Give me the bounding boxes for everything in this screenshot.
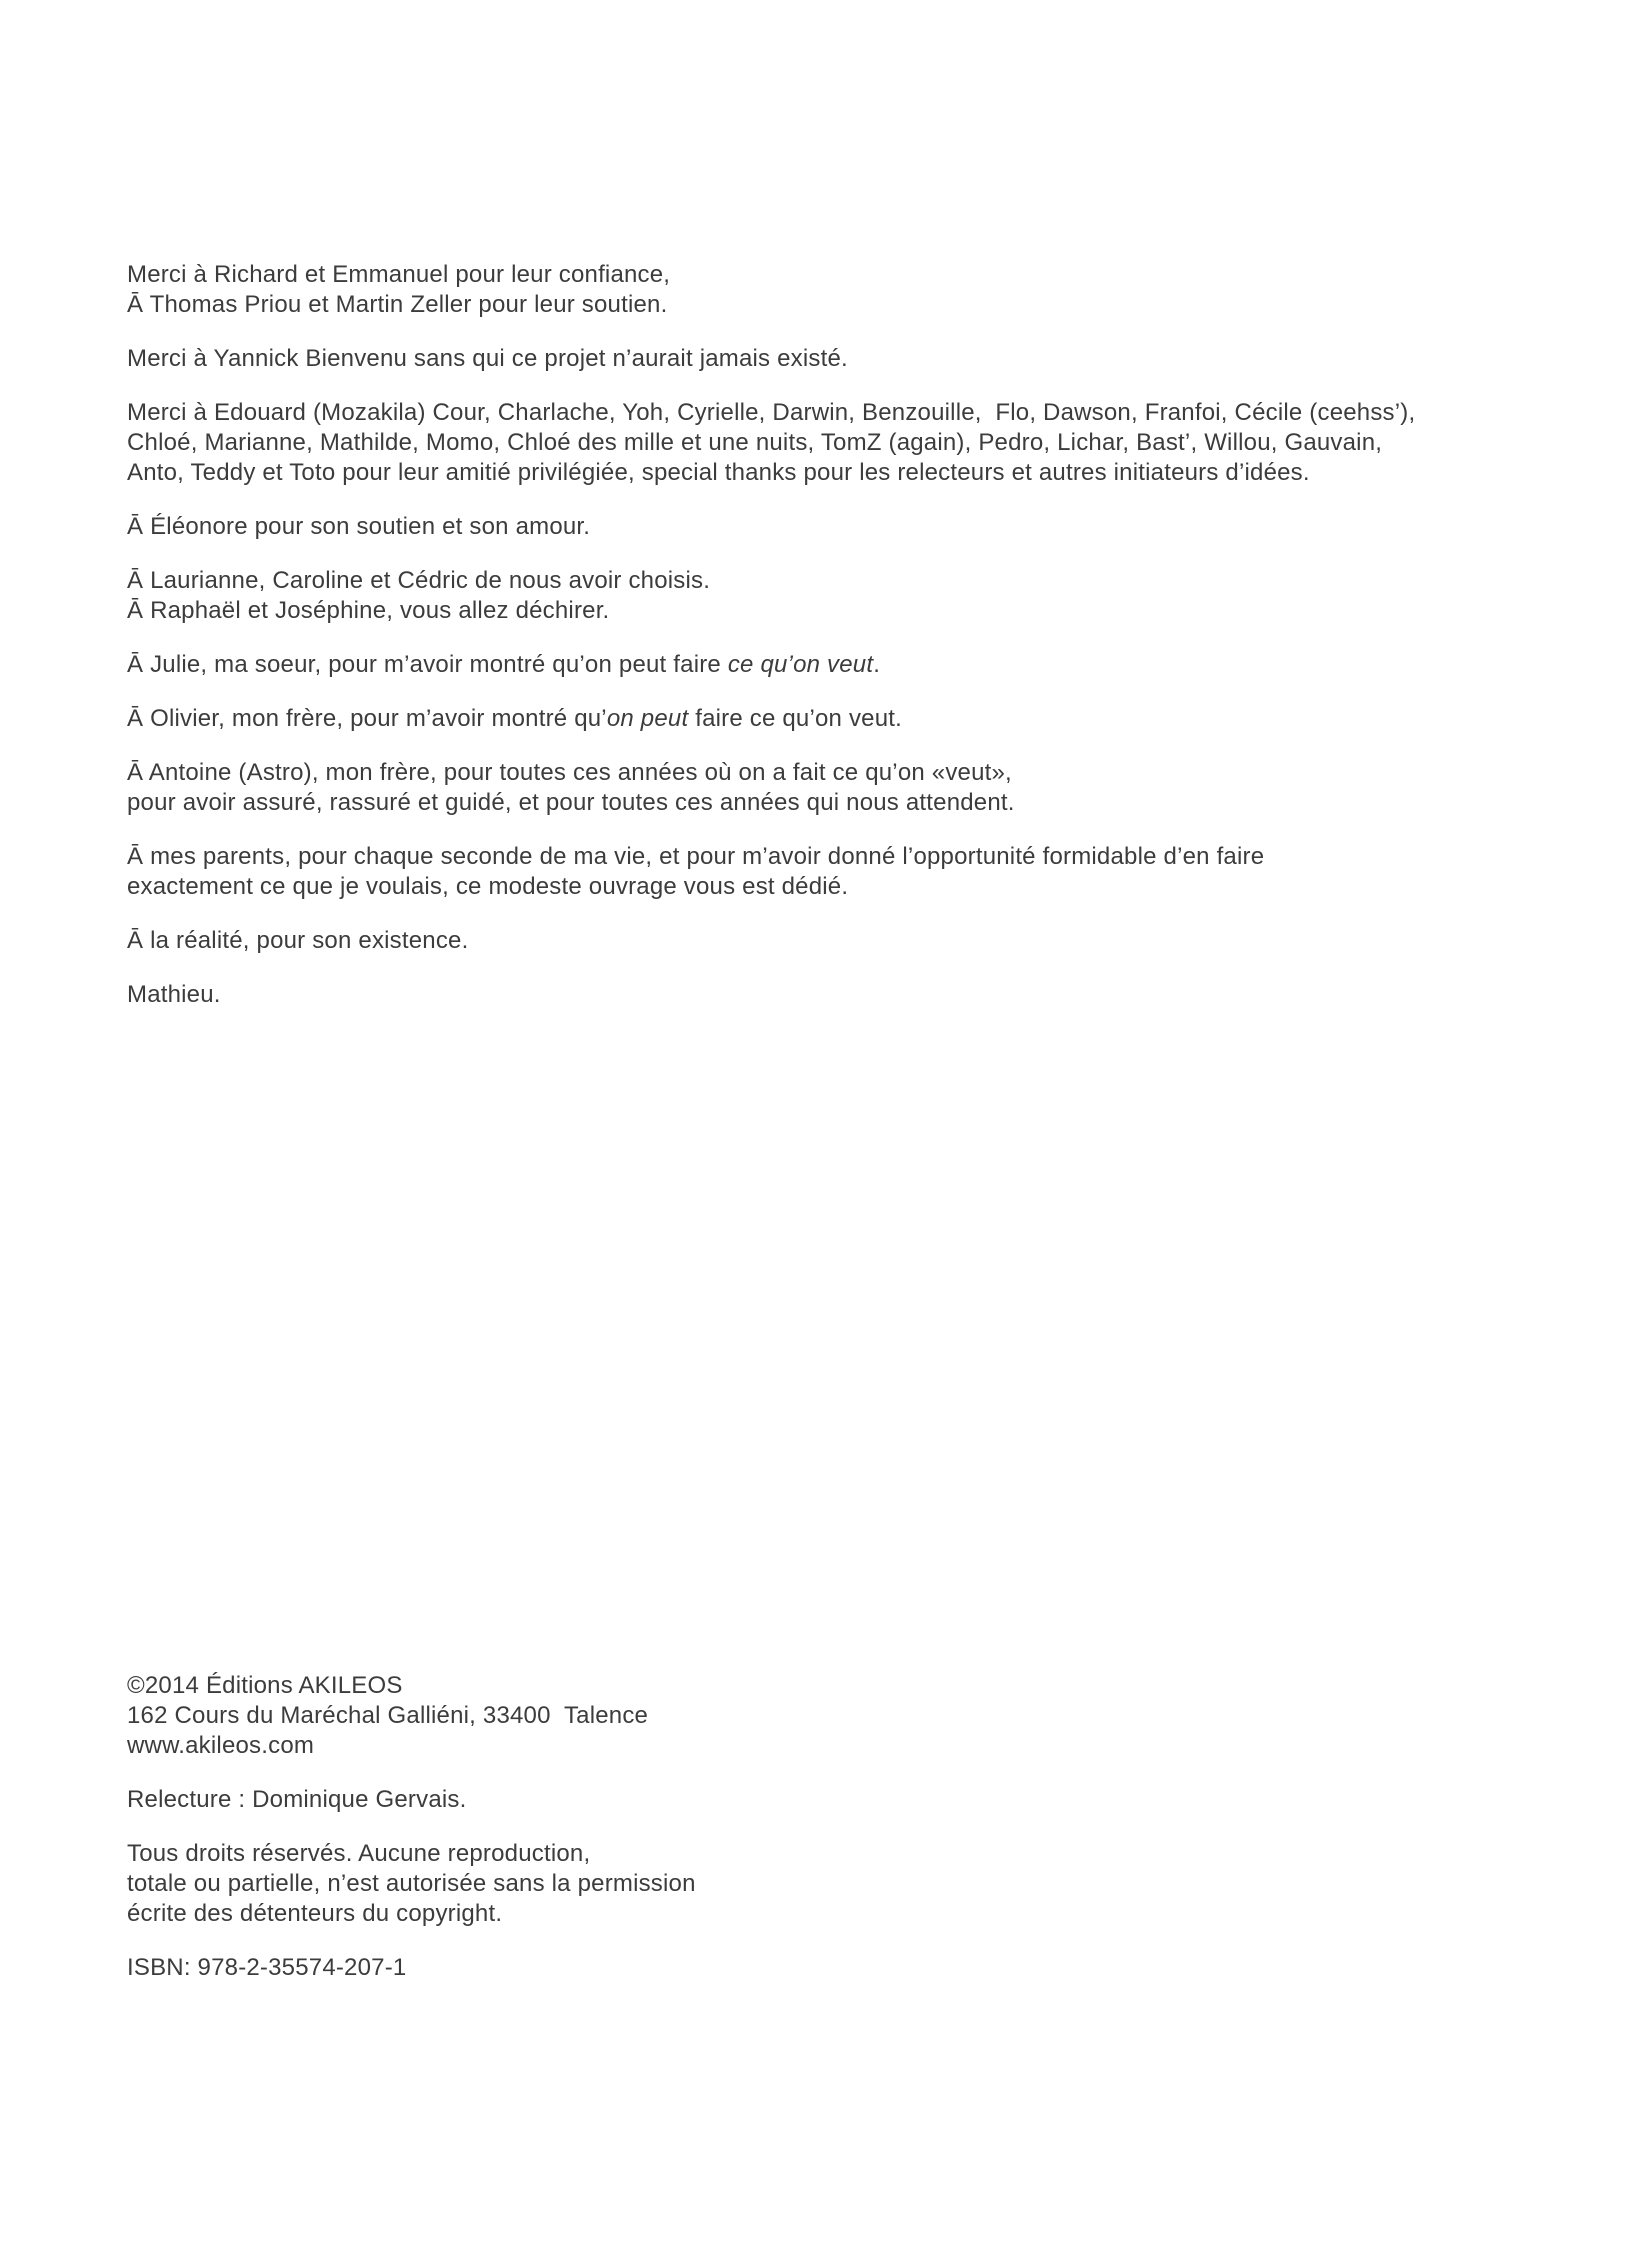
text-line: Ā mes parents, pour chaque seconde de ma vie, et pour m’avoir donné l’opportunité formidable d’en faire [127, 843, 1265, 870]
text-line: pour avoir assuré, rassuré et guidé, et pour toutes ces années qui nous attendent. [127, 789, 1015, 816]
text-line: Ā Antoine (Astro), mon frère, pour toutes ces années où on a fait ce qu’on «veut», [127, 759, 1012, 786]
isbn-line [127, 1953, 1555, 1983]
text-line: Ā Raphaël et Joséphine, vous allez déchirer. [127, 597, 610, 624]
text-segment-italic: ce qu’on veut [727, 651, 874, 678]
paragraph-realite [127, 926, 1555, 956]
paragraph-olivier [127, 704, 1555, 734]
copyright-line: ©2014 Éditions AKILEOS [127, 1672, 403, 1699]
paragraph-laurianne [127, 566, 1555, 626]
address-line: 162 Cours du Maréchal Galliéni, 33400 Talence [127, 1702, 649, 1729]
rights-block [127, 1839, 1555, 1929]
website-line: www.akileos.com [127, 1732, 315, 1759]
dedication-section [127, 260, 1555, 1034]
text-line: écrite des détenteurs du copyright. [127, 1900, 503, 1927]
text-line: ISBN: 978-2-35574-207-1 [127, 1954, 407, 1981]
paragraph-yannick [127, 344, 1555, 374]
text-line: Merci à Edouard (Mozakila) Cour, Charlache, Yoh, Cyrielle, Darwin, Benzouille, Flo, Dawson, Franfoi, Cécile (ceehss’), [127, 399, 1416, 426]
text-line: Mathieu. [127, 981, 221, 1008]
relecture-line [127, 1785, 1555, 1815]
text-line: Merci à Yannick Bienvenu sans qui ce projet n’aurait jamais existé. [127, 345, 848, 372]
text-line: totale ou partielle, n’est autorisée sans la permission [127, 1870, 696, 1897]
text-segment: Ā Julie, ma soeur, pour m’avoir montré qu’on peut faire [127, 651, 728, 678]
text-line: Ā Éléonore pour son soutien et son amour. [127, 513, 591, 540]
text-segment-italic: on peut [606, 705, 689, 732]
text-line: Ā la réalité, pour son existence. [127, 927, 469, 954]
text-line: exactement ce que je voulais, ce modeste ouvrage vous est dédié. [127, 873, 849, 900]
publisher-block [127, 1671, 1555, 1761]
paragraph-eleonore [127, 512, 1555, 542]
paragraph-amis [127, 398, 1555, 488]
paragraph-antoine [127, 758, 1555, 818]
text-segment: . [873, 651, 881, 678]
paragraph-julie [127, 650, 1555, 680]
text-line: Ā Thomas Priou et Martin Zeller pour leur soutien. [127, 291, 668, 318]
colophon-section [127, 1671, 1555, 2007]
paragraph-parents [127, 842, 1555, 902]
text-segment: Ā Olivier, mon frère, pour m’avoir montré qu’ [127, 705, 607, 732]
paragraph-confiance [127, 260, 1555, 320]
text-line: Relecture : Dominique Gervais. [127, 1786, 467, 1813]
text-line: Ā Laurianne, Caroline et Cédric de nous avoir choisis. [127, 567, 711, 594]
text-line: Tous droits réservés. Aucune reproduction, [127, 1840, 591, 1867]
signature [127, 980, 1555, 1010]
text-segment: faire ce qu’on veut. [688, 705, 902, 732]
text-line: Chloé, Marianne, Mathilde, Momo, Chloé des mille et une nuits, TomZ (again), Pedro, Lichar, Bast’, Willou, Gauvain, [127, 429, 1383, 456]
text-line: Merci à Richard et Emmanuel pour leur confiance, [127, 261, 671, 288]
text-line: Anto, Teddy et Toto pour leur amitié privilégiée, special thanks pour les relecteurs et autres initiateurs d’idées. [127, 459, 1310, 486]
